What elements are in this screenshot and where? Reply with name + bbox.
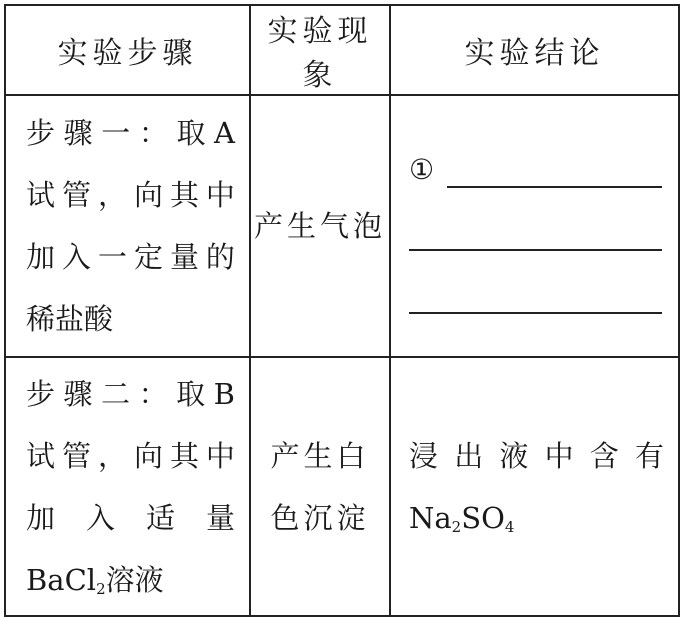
step-two-line-4: BaCl$_2$ 溶液 xyxy=(26,549,235,611)
step-one-cell xyxy=(5,95,250,357)
header-phenomenon-text: 实验现象 xyxy=(267,14,373,93)
header-conclusion-text: 实验结论 xyxy=(464,36,605,71)
table-row xyxy=(5,357,679,616)
step-two-line-3: 加 入 适 量 xyxy=(26,500,235,535)
header-conclusion xyxy=(390,5,679,95)
answer-line xyxy=(409,312,662,314)
answer-blank-1[interactable] xyxy=(409,148,662,188)
header-phenomenon xyxy=(250,5,390,95)
phenomenon-one-cell xyxy=(250,95,390,357)
answer-line xyxy=(409,249,662,251)
conclusion-one-cell xyxy=(390,95,679,357)
circled-number-one: ① xyxy=(409,153,435,186)
answer-blank-2[interactable] xyxy=(409,211,662,251)
phenomenon-one-text: 产生气泡 xyxy=(253,209,386,243)
step-one-line-3: 加 入 一 定 量 的 xyxy=(26,240,235,274)
na2so4-formula: $Na_2SO_4$ xyxy=(409,500,515,536)
header-steps xyxy=(5,5,250,95)
step-one-line-4: 稀 盐 酸 xyxy=(26,302,114,336)
header-row xyxy=(5,5,679,95)
answer-line xyxy=(447,186,662,188)
conclusion-two-line-1: 浸 出 液 中 含 有 xyxy=(409,438,664,473)
conclusion-two-cell xyxy=(390,357,679,616)
step-two-line-2: 试 管 ， 向 其 中 xyxy=(26,438,235,473)
table-row xyxy=(5,95,679,357)
answer-blank-3[interactable] xyxy=(409,274,662,314)
step-two-cell xyxy=(5,357,250,616)
bacl2-formula: BaCl$_2$ xyxy=(26,562,106,598)
experiment-table xyxy=(4,4,680,617)
step-one-line-2: 试 管 ， 向 其 中 xyxy=(26,178,235,212)
phenomenon-two-line-2: 色沉淀 xyxy=(270,500,370,535)
step-one-line-1: 步 骤 一 ： 取 A xyxy=(26,116,235,150)
header-steps-text: 实验步骤 xyxy=(57,36,198,71)
phenomenon-two-line-1: 产生白 xyxy=(270,438,370,473)
step-two-line-1: 步 骤 二 ： 取 B xyxy=(26,376,235,411)
phenomenon-two-cell xyxy=(250,357,390,616)
